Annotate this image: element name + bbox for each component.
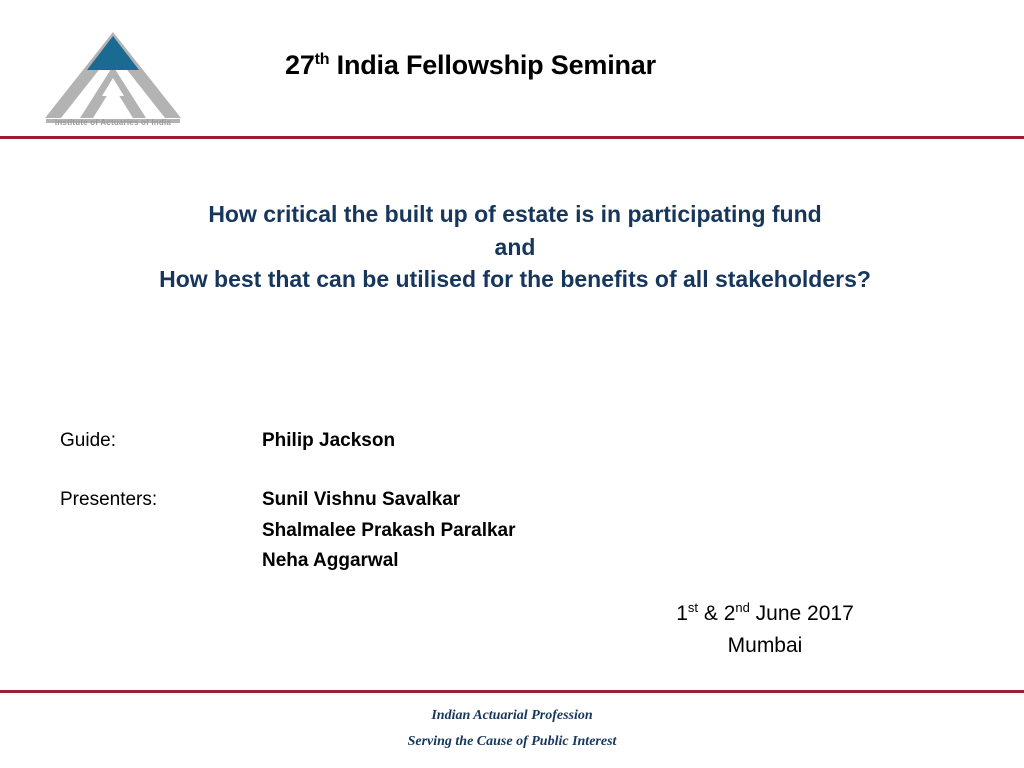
guide-row xyxy=(60,426,760,457)
footer-line-2: Serving the Cause of Public Interest xyxy=(407,733,617,749)
event-venue: Mumbai xyxy=(727,633,803,657)
event-date xyxy=(560,598,970,630)
presenters-row xyxy=(60,485,760,577)
topic-line-2: and xyxy=(494,233,536,260)
guide-label: Guide: xyxy=(60,430,116,451)
presenter-name-1: Sunil Vishnu Savalkar xyxy=(262,488,461,510)
seminar-number: 27 xyxy=(285,50,315,80)
presenter-name-2: Shalmalee Prakash Paralkar xyxy=(262,519,516,541)
guide-name: Philip Jackson xyxy=(262,430,396,451)
seminar-title-rest: India Fellowship Seminar xyxy=(329,50,656,80)
presenter-name-3: Neha Aggarwal xyxy=(262,550,399,572)
event-date-day2-ordinal: nd xyxy=(735,600,750,615)
event-date-day1: 1 xyxy=(676,602,688,625)
page-title xyxy=(285,50,656,81)
event-details xyxy=(560,598,970,661)
slide-footer xyxy=(0,703,1024,755)
topic-line-3: How best that can be utilised for the benefits of all stakeholders? xyxy=(159,266,871,293)
header-divider xyxy=(0,136,1024,139)
slide-header xyxy=(0,0,1024,136)
event-date-day1-ordinal: st xyxy=(687,600,699,615)
footer-line-1: Indian Actuarial Profession xyxy=(431,708,593,723)
seminar-ordinal: th xyxy=(314,51,330,68)
topic-heading xyxy=(60,198,970,296)
event-date-join: & 2 xyxy=(698,602,736,625)
presenter-names xyxy=(262,485,516,577)
footer-divider xyxy=(0,690,1024,693)
event-date-rest: June 2017 xyxy=(749,602,854,625)
logo-caption: Institute of Actuaries of India xyxy=(54,118,172,127)
guide-values xyxy=(262,426,395,457)
credits-block xyxy=(60,426,760,577)
institute-of-actuaries-of-india-logo-icon xyxy=(38,26,188,131)
presenters-label: Presenters: xyxy=(60,488,158,510)
topic-line-1: How critical the built up of estate is in participating fund xyxy=(208,201,822,227)
credits-spacer xyxy=(60,457,760,485)
